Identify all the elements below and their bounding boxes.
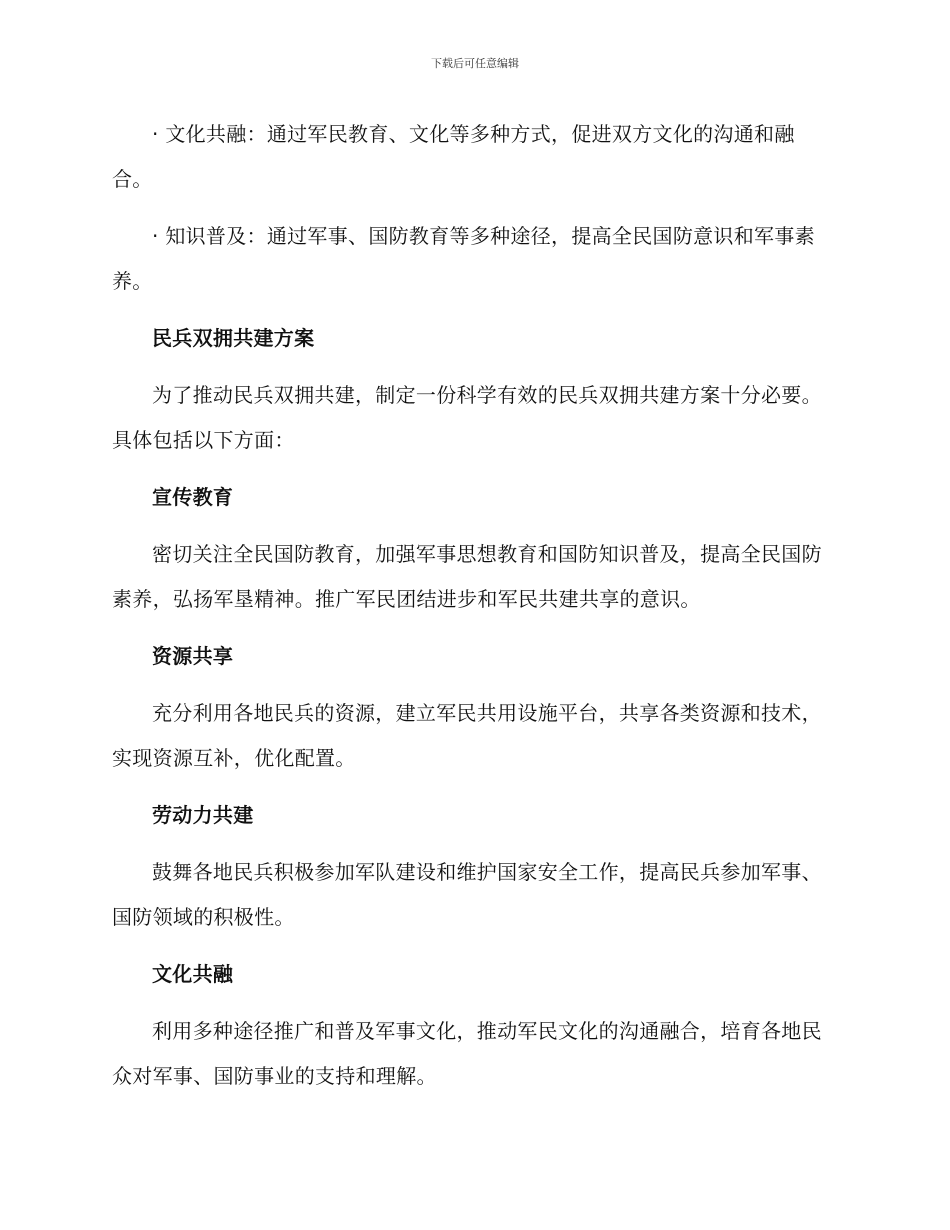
heading-resource-sharing: 资源共享 (152, 644, 234, 668)
heading-culture: 文化共融 (152, 962, 234, 986)
page-header: 下载后可任意编辑 (431, 57, 519, 70)
paragraph-culture-integration: · 文化共融：通过军民教育、文化等多种方式，促进双方文化的沟通和融合。 (112, 122, 795, 191)
paragraph-labor: 鼓舞各地民兵积极参加军队建设和维护国家安全工作，提高民兵参加军事、国防领域的积极性。 (112, 860, 822, 929)
paragraph-culture: 利用多种途径推广和普及军事文化，推动军民文化的沟通融合，培育各地民众对军事、国防事业的支持和理解。 (112, 1019, 822, 1088)
paragraph-publicity: 密切关注全民国防教育，加强军事思想教育和国防知识普及，提高全民国防素养，弘扬军垦精神。推广军民团结进步和军民共建共享的意识。 (112, 542, 822, 611)
paragraph-resource-sharing: 充分利用各地民兵的资源，建立军民共用设施平台，共享各类资源和技术，实现资源互补，优化配置。 (112, 701, 822, 770)
document-body (112, 112, 834, 1111)
heading-labor: 劳动力共建 (152, 803, 254, 827)
paragraph-plan-intro: 为了推动民兵双拥共建，制定一份科学有效的民兵双拥共建方案十分必要。具体包括以下方面： (112, 383, 822, 452)
heading-publicity: 宣传教育 (152, 485, 234, 509)
heading-plan: 民兵双拥共建方案 (152, 326, 315, 350)
paragraph-knowledge-popularization: · 知识普及：通过军事、国防教育等多种途径，提高全民国防意识和军事素养。 (112, 224, 815, 293)
